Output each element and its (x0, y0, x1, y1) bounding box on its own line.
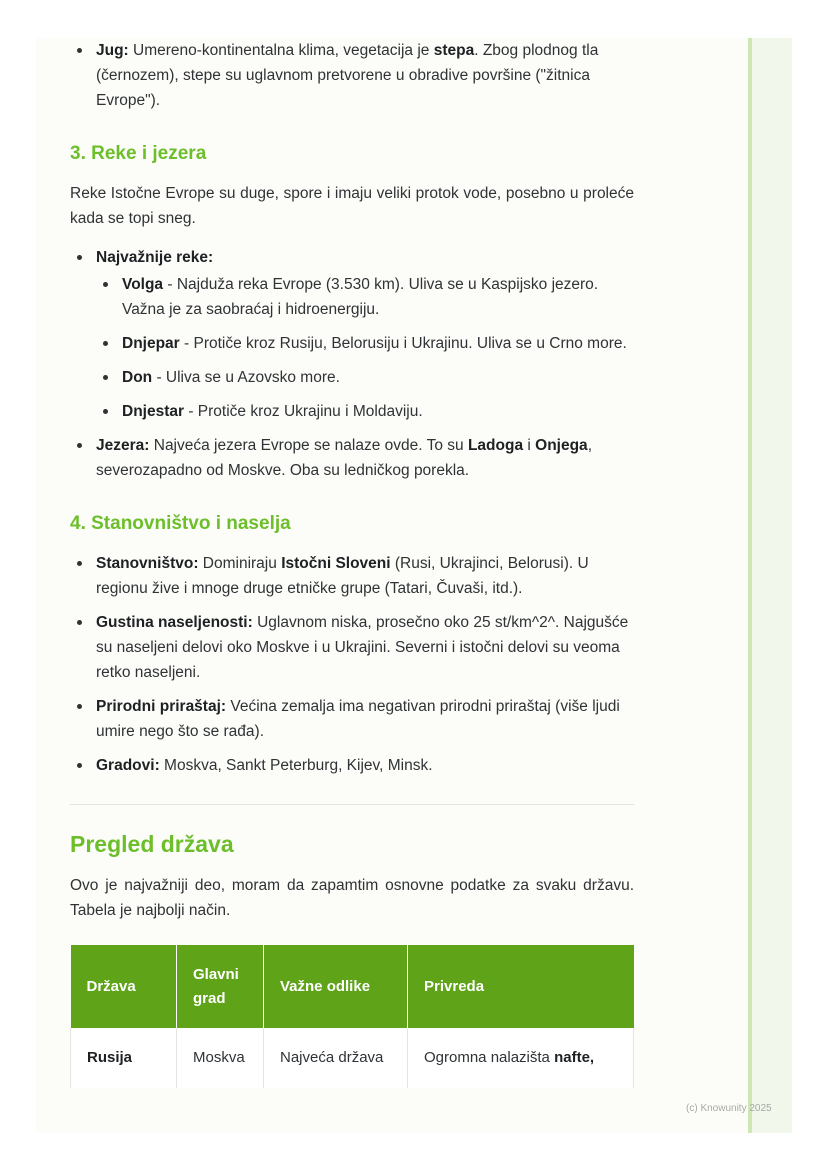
list-item: Najvažnije reke: Volga - Najduža reka Evrope (3.530 km). Uliva se u Kaspijsko jezero. Važna je za saobraćaj i hidroenergiju. Dnjepar - Protiče kroz Rusiju, Belorusiju i Ukrajinu. Uliva se u Crno more. Don - Uliva se u Azovsko more. Dnjestar - Protiče kroz Ukrajinu i Moldaviju. (70, 245, 634, 424)
section-heading-population: 4. Stanovništvo i naselja (70, 513, 291, 534)
list-item: Stanovništvo: Dominiraju Istočni Sloveni (Rusi, Ukrajinci, Belorusi). U regionu žive i mnoge druge etničke grupe (Tatari, Čuvaši, itd.). (70, 551, 634, 601)
list-item: Prirodni priraštaj: Većina zemalja ima negativan prirodni priraštaj (više ljudi umire nego što se rađa). (70, 694, 634, 744)
rivers-lakes-list (70, 245, 634, 483)
rivers-paragraph: Reke Istočne Evrope su duge, spore i imaju veliki protok vode, posebno u proleće kada se topi sneg. (70, 185, 634, 227)
table-cell: Najveća država (264, 1028, 408, 1088)
table-header-row (71, 945, 634, 1028)
document-content (70, 38, 634, 1088)
column-header: Glavni grad (177, 945, 264, 1028)
list-item: Dnjestar - Protiče kroz Ukrajinu i Moldaviju. (96, 399, 634, 424)
column-header: Privreda (408, 945, 634, 1028)
table-row (71, 1028, 634, 1088)
column-header: Država (71, 945, 177, 1028)
section-divider (70, 804, 634, 805)
population-list (70, 551, 634, 778)
copyright-footer: (c) Knowunity 2025 (686, 1103, 772, 1114)
overview-heading: Pregled država (70, 831, 234, 857)
list-item: Volga - Najduža reka Evrope (3.530 km). Uliva se u Kaspijsko jezero. Važna je za saobraćaj i hidroenergiju. (96, 272, 634, 322)
rivers-sublist (96, 272, 634, 424)
list-item: Dnjepar - Protiče kroz Rusiju, Belorusiju i Ukrajinu. Uliva se u Crno more. (96, 331, 634, 356)
list-item: Gradovi: Moskva, Sankt Peterburg, Kijev, Minsk. (70, 753, 634, 778)
list-item: Jezera: Najveća jezera Evrope se nalaze ovde. To su Ladoga i Onjega, severozapadno od Moskve. Oba su ledničkog porekla. (70, 433, 634, 483)
column-header: Važne odlike (264, 945, 408, 1028)
climate-list (70, 38, 634, 113)
list-item: Gustina naseljenosti: Uglavnom niska, prosečno oko 25 st/km^2^. Najgušće su naseljeni delovi oko Moskve i u Ukrajini. Severni i istočni delovi su veoma retko naseljeni. (70, 610, 634, 685)
list-item: Don - Uliva se u Azovsko more. (96, 365, 634, 390)
section-heading-rivers: 3. Reke i jezera (70, 143, 207, 164)
table-cell: Rusija (71, 1028, 177, 1088)
table-cell: Moskva (177, 1028, 264, 1088)
overview-paragraph: Ovo je najvažniji deo, moram da zapamtim osnovne podatke za svaku državu. Tabela je najbolji način. (70, 877, 634, 919)
table-cell: Ogromna nalazišta nafte, (408, 1028, 634, 1088)
countries-table (70, 945, 634, 1088)
list-item: Jug: Umereno-kontinentalna klima, vegetacija je stepa. Zbog plodnog tla (černozem), stepe su uglavnom pretvorene u obradive površine ("žitnica Evrope"). (70, 38, 634, 113)
side-margin-panel (748, 38, 792, 1133)
